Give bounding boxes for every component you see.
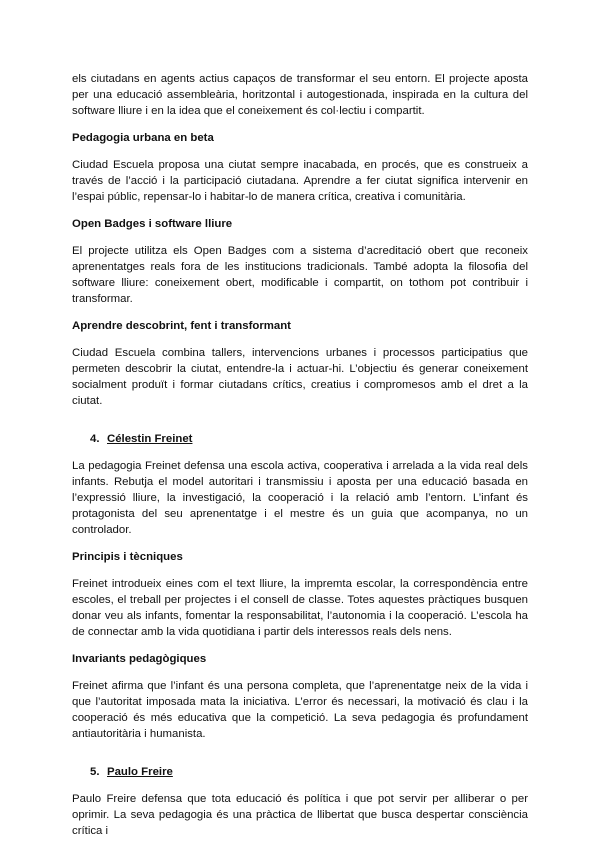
section-title: Célestin Freinet	[107, 433, 193, 445]
paragraph: El projecte utilitza els Open Badges com a sistema d’acreditació obert que reconeix aprenentatges reals fora de les institucions tradicionals. També adopta la filosofia del software lliure: coneixement obert, modificable i compartit, on tothom pot contribuir i transformar.	[72, 245, 528, 305]
section-number: 5.	[90, 766, 100, 778]
section-title: Paulo Freire	[107, 766, 173, 778]
paragraph: Freinet introdueix eines com el text lliure, la impremta escolar, la correspondència entre escoles, el treball per projectes i el consell de classe. Totes aquestes pràctiques busquen donar veu als infants, fomentar la responsabilitat, l’autonomia i la cooperació. L’escola ha de connectar amb la vida quotidiana i partir dels interessos reals dels nens.	[72, 578, 528, 638]
subheading: Pedagogia urbana en beta	[72, 132, 214, 144]
subheading: Principis i tècniques	[72, 551, 183, 563]
section-number: 4.	[90, 433, 100, 445]
paragraph: Paulo Freire defensa que tota educació és política i que pot servir per alliberar o per oprimir. La seva pedagogia és una pràctica de llibertat que busca despertar consciència crítica i	[72, 793, 528, 837]
subheading: Open Badges i software lliure	[72, 218, 233, 230]
subheading: Invariants pedagògiques	[72, 653, 207, 665]
paragraph: La pedagogia Freinet defensa una escola activa, cooperativa i arrelada a la vida real dels infants. Rebutja el model autoritari i transmissiu i aposta per una educació basada en l’expressió lliure, la investigació, la cooperació i la relació amb l’entorn. L’infant és protagonista del seu aprenentatge i el mestre és un guia que acompanya, no un controlador.	[72, 460, 528, 536]
paragraph: Ciudad Escuela combina tallers, intervencions urbanes i processos participatius que permeten descobrir la ciutat, entendre-la i actuar-hi. L’objectiu és generar coneixement socialment produït i formar ciutadans crítics, creatius i compromesos amb el dret a la ciutat.	[72, 347, 528, 407]
subheading: Aprendre descobrint, fent i transformant	[72, 320, 291, 332]
paragraph: els ciutadans en agents actius capaços de transformar el seu entorn. El projecte aposta per una educació assembleària, horitzontal i autogestionada, inspirada en la cultura del software lliure i en la idea que el coneixement és col·lectiu i compartit.	[72, 73, 528, 117]
section-heading-freinet	[72, 431, 528, 447]
paragraph: Freinet afirma que l’infant és una persona completa, que l’aprenentatge neix de la vida i que l’autoritat imposada mata la iniciativa. L’error és necessari, la motivació és clau i la cooperació és més educativa que la competició. La seva pedagogia és profundament antiautoritària i humanista.	[72, 680, 528, 740]
section-heading-freire	[72, 764, 528, 780]
paragraph: Ciudad Escuela proposa una ciutat sempre inacabada, en procés, que es construeix a través de l’acció i la participació ciutadana. Aprendre a fer ciutat significa intervenir en l’espai públic, repensar-lo i habitar-lo de manera crítica, creativa i comunitària.	[72, 159, 528, 203]
